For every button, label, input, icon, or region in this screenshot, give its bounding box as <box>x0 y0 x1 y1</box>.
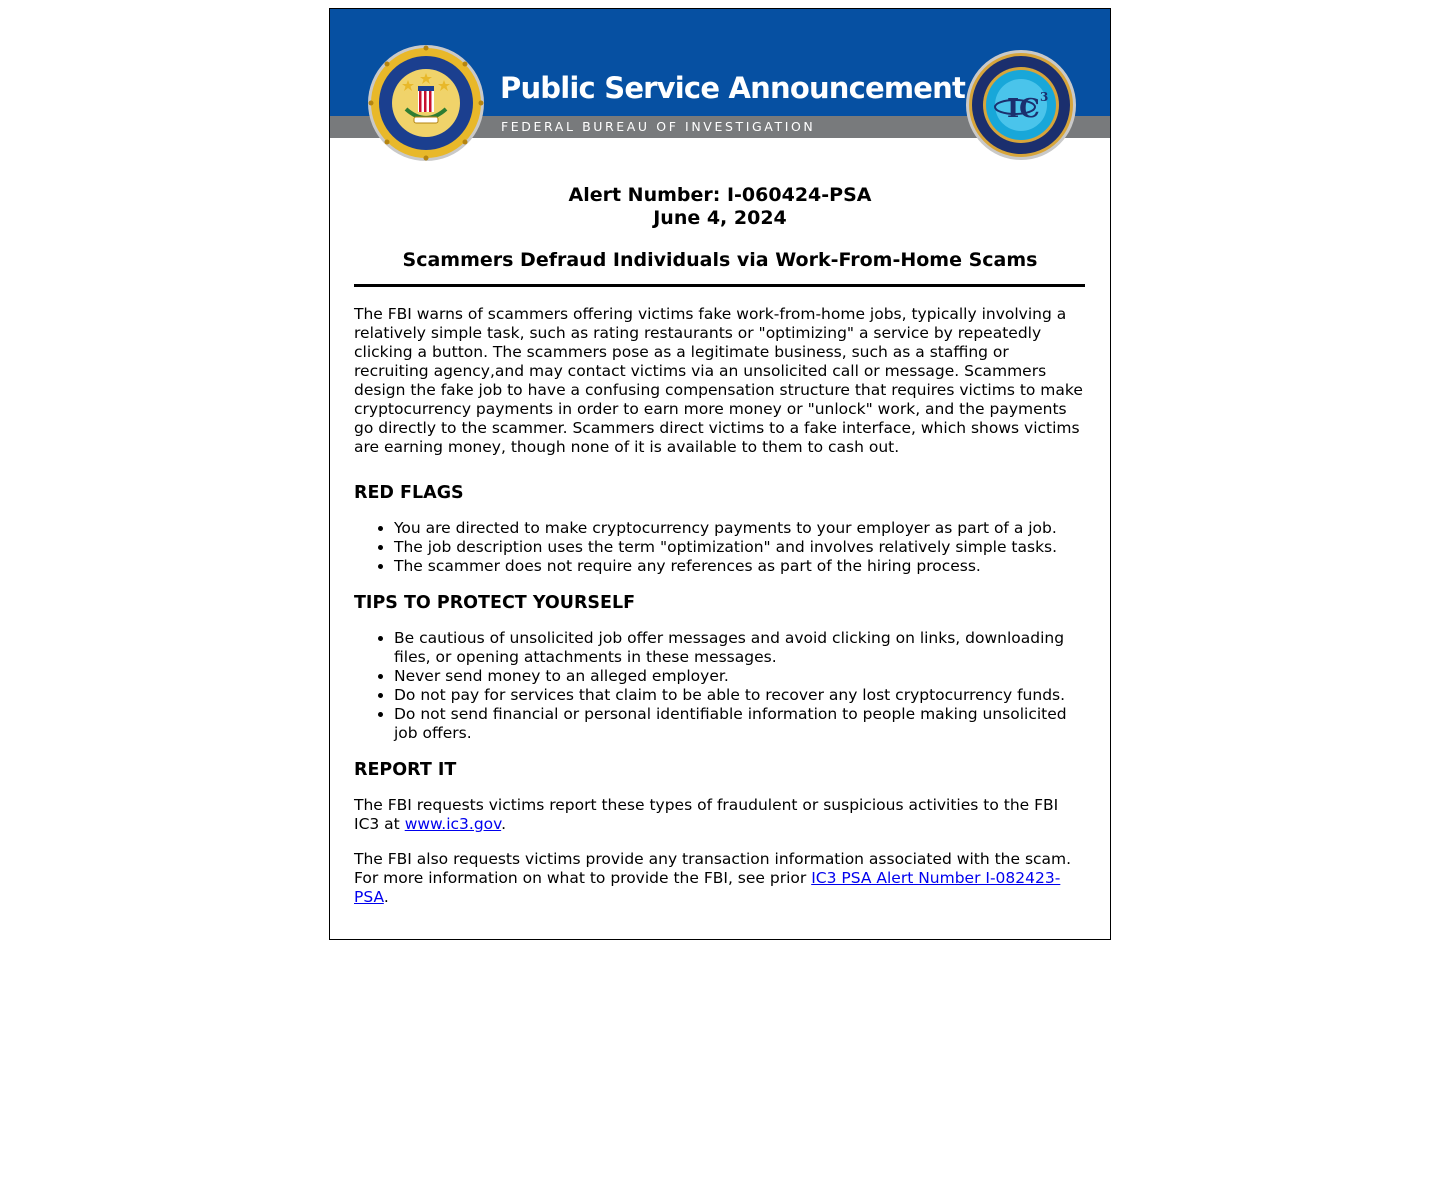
list-item: • The job description uses the term "optimization" and involves relatively simple tasks. <box>394 538 1086 557</box>
psa-content <box>354 165 1086 907</box>
ic3-gov-link[interactable]: www.ic3.gov <box>404 815 502 833</box>
banner-subtitle: FEDERAL BUREAU OF INVESTIGATION <box>501 119 816 134</box>
intro-paragraph: The FBI warns of scammers offering victims fake work-from-home jobs, typically involving a relatively simple task, such as rating restaurants or "optimizing" a service by repeatedly clicking a button. The scammers pose as a legitimate business, such as a staffing or recruiting agency,and may contact victims via an unsolicited call or message. Scammers design the fake job to have a confusing compensation structure that requires victims to make cryptocurrency payments in order to earn more money or "unlock" work, and the payments go directly to the scammer. Scammers direct victims to a fake interface, which shows victims are earning money, though none of it is available to them to cash out. <box>354 305 1083 456</box>
tips-list <box>354 629 1086 743</box>
red-flags-list <box>354 519 1086 576</box>
alert-header <box>354 184 1086 230</box>
fbi-seal-icon <box>366 43 486 163</box>
svg-text:IC: IC <box>1007 94 1040 124</box>
report-paragraph-1: The FBI requests victims report these types of fraudulent or suspicious activities to the FBI IC3 at www.ic3.gov. <box>354 796 1059 833</box>
ic3-seal-icon <box>965 49 1077 161</box>
psa-document <box>329 8 1111 940</box>
alert-date: June 4, 2024 <box>653 207 787 229</box>
page-title: Scammers Defraud Individuals via Work-From-Home Scams <box>402 249 1038 271</box>
list-item: • Never send money to an alleged employer. <box>394 667 1086 686</box>
report-paragraph-2: The FBI also requests victims provide any transaction information associated with the scam. For more information on what to provide the FBI, see prior IC3 PSA Alert Number I-082423-PSA. <box>354 850 1072 906</box>
list-item: • You are directed to make cryptocurrency payments to your employer as part of a job. <box>394 519 1086 538</box>
banner-title: Public Service Announcement <box>500 71 966 105</box>
list-item: • Be cautious of unsolicited job offer messages and avoid clicking on links, downloading files, or opening attachments in these messages. <box>394 629 1086 667</box>
list-item: • Do not send financial or personal identifiable information to people making unsolicited job offers. <box>394 705 1086 743</box>
alert-number: Alert Number: I-060424-PSA <box>568 184 872 206</box>
psa-banner <box>330 9 1110 165</box>
red-flags-heading: RED FLAGS <box>354 483 464 503</box>
title-divider <box>354 284 1085 287</box>
tips-heading: TIPS TO PROTECT YOURSELF <box>354 593 636 613</box>
list-item: • The scammer does not require any references as part of the hiring process. <box>394 557 1086 576</box>
list-item: • Do not pay for services that claim to be able to recover any lost cryptocurrency funds. <box>394 686 1086 705</box>
prior-psa-link[interactable]: IC3 PSA Alert Number I-082423-PSA <box>354 869 1061 906</box>
report-heading: REPORT IT <box>354 760 457 780</box>
svg-text:3: 3 <box>1040 90 1049 104</box>
